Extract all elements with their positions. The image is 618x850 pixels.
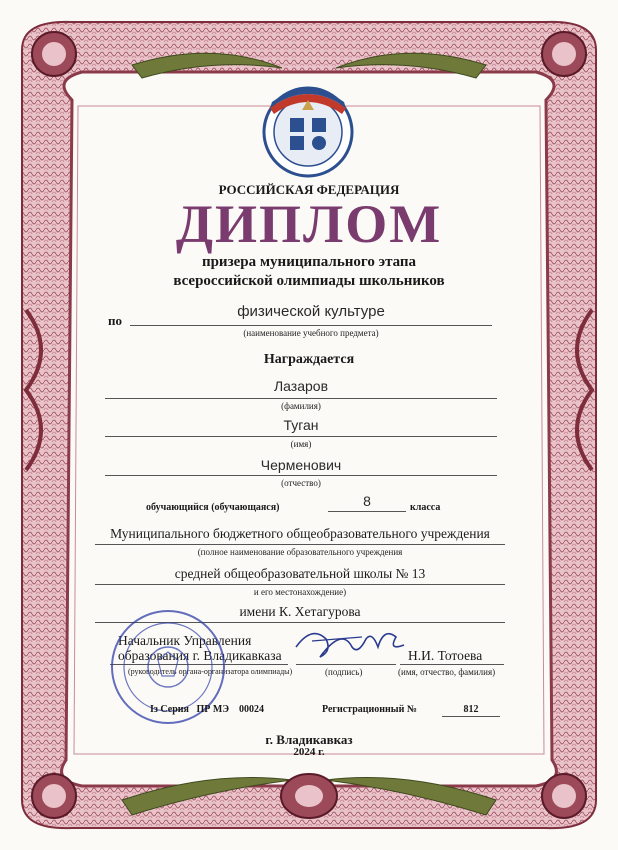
institution-line-1: Муниципального бюджетного общеобразовательного учреждения (110, 526, 490, 541)
signatory-name: Н.И. Тотоева (408, 648, 483, 663)
subtitle-line-2: всероссийской олимпиады школьников (173, 273, 445, 289)
registration-label: Регистрационный № (322, 704, 417, 715)
series-block (150, 704, 264, 715)
patronymic-underline (105, 475, 497, 476)
signatory-position-line-2: образования г. Владикавказа (118, 648, 282, 663)
series-prefix: Із (150, 704, 158, 715)
signatory-position-caption: (руководитель органа-организатора олимпиады) (128, 667, 293, 676)
patronymic-caption: (отчество) (281, 478, 321, 488)
patronymic-value: Черменович (260, 457, 342, 473)
grade-underline (328, 511, 406, 512)
subtitle-line-1: призера муниципального этапа (201, 254, 417, 270)
series-label: Серия (160, 704, 189, 715)
signatory-position-line-1: Начальник Управления (118, 633, 252, 648)
subject-underline (130, 325, 492, 326)
grade-label: обучающийся (обучающаяся) (146, 502, 280, 513)
surname-value: Лазаров (273, 378, 329, 394)
footer-year: 2024 г. (293, 746, 325, 758)
signatory-name-underline (400, 664, 504, 665)
registration-underline (442, 716, 500, 717)
subject-caption: (наименование учебного предмета) (243, 328, 379, 338)
series-value: ПР МЭ (196, 704, 230, 715)
first-name-caption: (имя) (290, 439, 312, 449)
series-number: 00024 (239, 704, 265, 715)
institution-caption-2: и его местонахождение) (253, 587, 347, 597)
signatory-name-caption: (имя, отчество, фамилия) (398, 667, 496, 677)
first-name-underline (105, 436, 497, 437)
institution-line-3: имени К. Хетагурова (239, 604, 361, 619)
olympiad-emblem (258, 80, 358, 180)
country-name: РОССИЙСКАЯ ФЕДЕРАЦИЯ (218, 182, 400, 197)
registration-value: 812 (463, 704, 479, 715)
signature-underline (296, 664, 396, 665)
signature-caption: (подпись) (325, 667, 363, 677)
footer-city: г. Владикавказ (265, 732, 353, 747)
subject-prefix: по (108, 313, 122, 328)
institution-underline-1 (95, 544, 505, 545)
surname-underline (105, 398, 497, 399)
awarded-label: Награждается (263, 352, 355, 367)
institution-caption-1: (полное наименование образовательного учреждения (197, 547, 403, 557)
diploma-title: ДИПЛОМ (175, 194, 443, 254)
first-name-value: Туган (283, 417, 319, 433)
grade-value: 8 (363, 493, 371, 509)
surname-caption: (фамилия) (281, 401, 321, 411)
subject-value: физической культуре (237, 303, 385, 320)
handwritten-signature (292, 617, 410, 667)
grade-suffix: класса (410, 502, 441, 513)
institution-line-2: средней общеобразовательной школы № 13 (174, 566, 426, 581)
institution-underline-2 (95, 584, 505, 585)
